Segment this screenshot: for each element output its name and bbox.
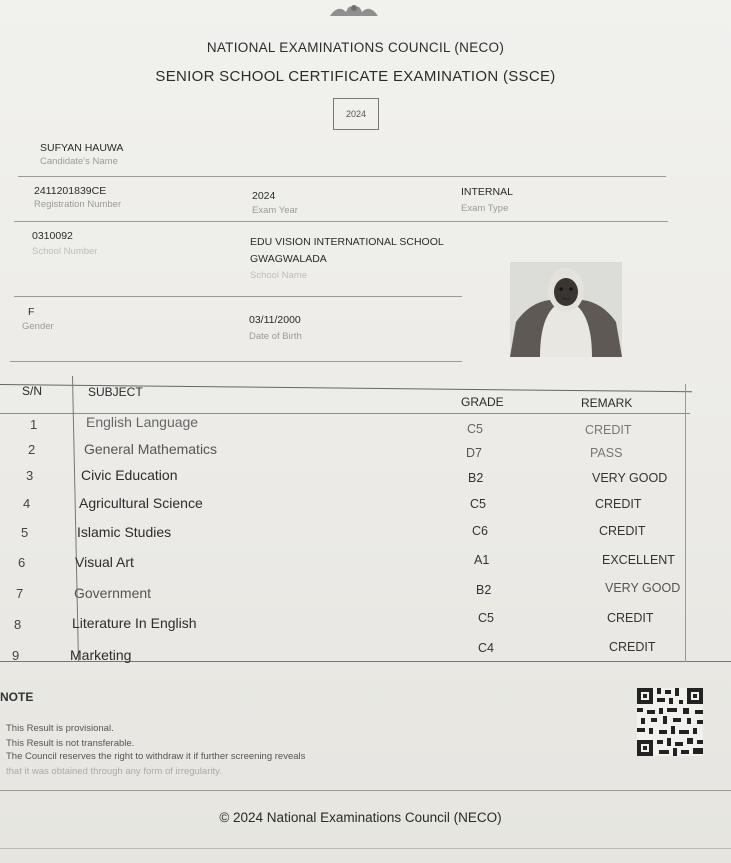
date-of-birth: 03/11/2000 — [249, 314, 301, 326]
row-remark: CREDIT — [609, 640, 656, 654]
row-subject: Visual Art — [75, 554, 134, 570]
gender: F — [28, 306, 35, 318]
row-sn: 4 — [23, 496, 31, 511]
row-remark: CREDIT — [585, 423, 632, 437]
row-sn: 2 — [28, 442, 36, 457]
qr-code-icon — [637, 688, 703, 756]
candidate-name: SUFYAN HAUWA — [40, 142, 124, 154]
divider — [18, 176, 666, 177]
exam-title: SENIOR SCHOOL CERTIFICATE EXAMINATION (SSCE) — [155, 68, 556, 85]
divider — [14, 221, 668, 222]
note-line: The Council reserves the right to withdraw it if further screening reveals — [6, 751, 306, 762]
note-line: that it was obtained through any form of irregularity. — [6, 766, 222, 777]
row-grade: B2 — [476, 583, 492, 597]
school-name-line2: GWAGWALADA — [250, 253, 327, 265]
row-remark: VERY GOOD — [605, 581, 681, 595]
row-sn: 5 — [21, 525, 29, 540]
year-box: 2024 — [333, 98, 379, 130]
row-subject: Civic Education — [81, 467, 178, 483]
row-grade: D7 — [466, 446, 482, 460]
candidate-name-label: Candidate's Name — [40, 156, 118, 167]
school-name-line1: EDU VISION INTERNATIONAL SCHOOL — [250, 236, 444, 248]
row-grade: C5 — [470, 497, 486, 511]
row-subject: Agricultural Science — [79, 495, 203, 511]
header-sn: S/N — [22, 384, 43, 398]
row-remark: CREDIT — [599, 524, 646, 538]
exam-type-label: Exam Type — [461, 203, 509, 214]
row-grade: B2 — [468, 471, 484, 485]
school-name-label: School Name — [250, 270, 308, 281]
row-grade: C5 — [467, 422, 483, 436]
row-subject: Government — [74, 585, 152, 601]
row-sn: 9 — [12, 648, 20, 663]
date-of-birth-label: Date of Birth — [249, 331, 302, 342]
header-remark: REMARK — [581, 396, 633, 410]
footer-copyright: © 2024 National Examinations Council (NECO) — [219, 810, 502, 825]
school-number: 0310092 — [32, 230, 73, 242]
exam-year: 2024 — [252, 190, 276, 202]
row-subject: Islamic Studies — [77, 524, 172, 540]
divider — [10, 361, 462, 362]
row-grade: C6 — [472, 524, 488, 538]
row-remark: PASS — [590, 446, 623, 460]
candidate-photo — [510, 262, 622, 357]
exam-year-label: Exam Year — [252, 205, 298, 216]
row-subject: General Mathematics — [84, 441, 218, 457]
row-sn: 8 — [14, 617, 22, 632]
row-sn: 1 — [30, 417, 38, 432]
row-remark: VERY GOOD — [592, 471, 668, 485]
row-sn: 3 — [26, 468, 34, 483]
council-title: NATIONAL EXAMINATIONS COUNCIL (NECO) — [206, 40, 505, 55]
row-remark: CREDIT — [607, 611, 654, 625]
header-subject: SUBJECT — [88, 385, 143, 399]
note-line: This Result is not transferable. — [6, 738, 135, 749]
note-line: This Result is provisional. — [6, 723, 114, 734]
registration-number: 2411201839CE — [34, 185, 107, 197]
school-number-label: School Number — [32, 246, 98, 257]
divider — [0, 848, 731, 849]
row-remark: EXCELLENT — [602, 553, 675, 567]
note-title: NOTE — [0, 690, 34, 704]
neco-crest-icon — [326, 0, 382, 18]
row-remark: CREDIT — [595, 497, 642, 511]
table-border — [685, 384, 686, 662]
divider — [14, 296, 462, 297]
gender-label: Gender — [22, 321, 54, 332]
row-grade: A1 — [474, 553, 490, 567]
divider — [0, 790, 731, 791]
row-grade: C5 — [478, 611, 494, 625]
exam-type: INTERNAL — [461, 186, 513, 198]
header-grade: GRADE — [461, 395, 504, 409]
registration-number-label: Registration Number — [34, 199, 122, 210]
row-subject: Literature In English — [72, 615, 197, 631]
row-sn: 6 — [18, 555, 26, 570]
row-grade: C4 — [478, 641, 494, 655]
row-subject: Marketing — [70, 647, 132, 663]
row-sn: 7 — [16, 586, 24, 601]
row-subject: English Language — [86, 414, 199, 430]
